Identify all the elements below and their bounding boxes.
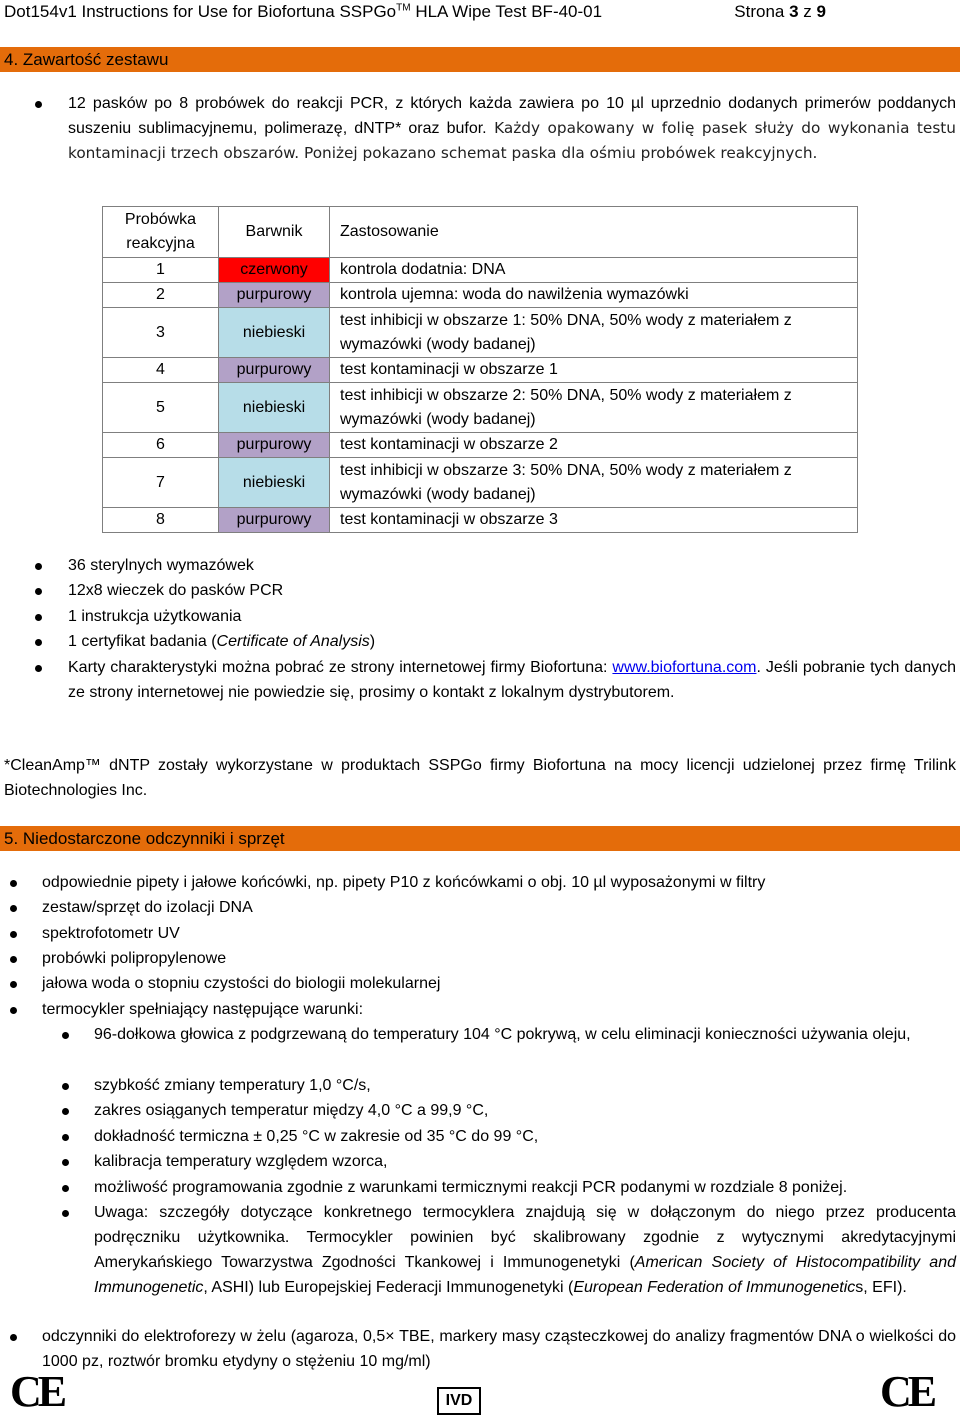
use-cell: test inhibicji w obszarze 3: 50% DNA, 50% wody z materiałem z wymazówki (wody badanej) [330, 458, 858, 508]
list-item: odpowiednie pipety i jałowe końcówki, np. pipety P10 z końcówkami o obj. 10 µl wyposażonymi w filtry [0, 870, 960, 895]
dye-cell: purpurowy [219, 433, 330, 458]
footnote: *CleanAmp™ dNTP zostały wykorzystane w produktach SSPGo firmy Biofortuna na mocy licencji udzielonej przez firmę Trilink Biotechnologies Inc. [4, 757, 956, 799]
list-item: zestaw/sprzęt do izolacji DNA [0, 895, 960, 920]
list-item: 1 certyfikat badania (Certificate of Analysis) [0, 629, 960, 654]
tube-number: 6 [103, 433, 219, 458]
list-item: 12x8 wieczek do pasków PCR [0, 578, 960, 603]
tube-number: 5 [103, 383, 219, 433]
dye-cell: czerwony [219, 258, 330, 283]
use-cell: test inhibicji w obszarze 2: 50% DNA, 50% wody z materiałem z wymazówki (wody badanej) [330, 383, 858, 433]
tube-number: 4 [103, 358, 219, 383]
intro-text-2: Każdy opakowany w folię pasek służy do wykonania testu kontaminacji trzech obszarów. Poniżej pokazano schemat paska dla ośmiu probówek reakcyjnych. [68, 119, 956, 162]
dye-cell: purpurowy [219, 508, 330, 533]
tube-number: 7 [103, 458, 219, 508]
tube-table [102, 206, 858, 533]
sub-list-item: zakres osiąganych temperatur między 4,0 °C a 99,9 °C, [0, 1098, 960, 1123]
dye-cell: niebieski [219, 383, 330, 433]
col-header-dye: Barwnik [219, 207, 330, 258]
tube-number: 8 [103, 508, 219, 533]
ce-mark-icon-right: CE [880, 1367, 934, 1416]
sub-list-item: możliwość programowania zgodnie z warunkami termicznymi reakcji PCR podanymi w rozdziale 8 poniżej. [0, 1175, 960, 1200]
page-header [4, 2, 826, 24]
list-item: 36 sterylnych wymazówek [0, 553, 960, 578]
sub-list-item: kalibracja temperatury względem wzorca, [0, 1149, 960, 1174]
list-item: 1 instrukcja użytkowania [0, 604, 960, 629]
list-item: odczynniki do elektroforezy w żelu (agaroza, 0,5× TBE, markery masy cząsteczkowej do analizy fragmentów DNA o wielkości do 1000 pz, roztwór bromku etydyny o stężeniu 10 mg/ml) [0, 1324, 960, 1374]
tube-number: 1 [103, 258, 219, 283]
tube-number: 2 [103, 283, 219, 308]
list-item: Karty charakterystyki można pobrać ze strony internetowej firmy Biofortuna: www.biofortuna.com. Jeśli pobranie tych danych ze strony internetowej nie powiedzie się, prosimy o kontakt z lokalnym dystrybutorem. [0, 655, 960, 730]
document-title: Dot154v1 Instructions for Use for Biofortuna SSPGo™ HLA Wipe Test BF-40-01 [4, 2, 603, 21]
col-header-use: Zastosowanie [330, 207, 858, 258]
use-cell: test inhibicji w obszarze 1: 50% DNA, 50% wody z materiałem z wymazówki (wody badanej) [330, 308, 858, 358]
ivd-mark-icon: IVD [437, 1387, 481, 1415]
use-cell: test kontaminacji w obszarze 2 [330, 433, 858, 458]
intro-text: 12 pasków po 8 probówek do reakcji PCR, z których każda zawiera po 10 µl uprzednio dodanych primerów poddanych suszeniu sublimacyjnemu, polimerazę, dNTP* oraz bufor. [68, 95, 956, 137]
page-number: Strona 3 z 9 [734, 2, 826, 21]
list-item: jałowa woda o stopniu czystości do biologii molekularnej [0, 971, 960, 996]
section-5-heading: 5. Niedostarczone odczynniki i sprzęt [0, 826, 960, 851]
list-item: termocykler spełniający następujące warunki: [0, 997, 960, 1022]
use-cell: test kontaminacji w obszarze 1 [330, 358, 858, 383]
dye-cell: purpurowy [219, 358, 330, 383]
sub-list-item: szybkość zmiany temperatury 1,0 °C/s, [0, 1073, 960, 1098]
col-header-tube: Probówka reakcyjna [103, 207, 219, 258]
sub-list-item: Uwaga: szczegóły dotyczące konkretnego termocyklera znajdują się w dołączonym do niego przez producenta podręczniku użytkownika. Termocykler powinien być skalibrowany zgodnie z wytycznymi akredytacyjnymi Amerykańskiego Towarzystwa Zgodności Tkankowej i Immunogenetyki (American Society of Histocompatibility and Immunogenetic, ASHI) lub Europejskiej Federacji Immunogenetyki (European Federation of Immunogenetics, EFI). [0, 1200, 960, 1325]
use-cell: kontrola dodatnia: DNA [330, 258, 858, 283]
dye-cell: purpurowy [219, 283, 330, 308]
sub-list-item: dokładność termiczna ± 0,25 °C w zakresie od 35 °C do 99 °C, [0, 1124, 960, 1149]
list-item: spektrofotometr UV [0, 921, 960, 946]
dye-cell: niebieski [219, 308, 330, 358]
use-cell: kontrola ujemna: woda do nawilżenia wymazówki [330, 283, 858, 308]
list-item: probówki polipropylenowe [0, 946, 960, 971]
section-4-heading: 4. Zawartość zestawu [0, 47, 960, 72]
list-item [0, 91, 960, 191]
dye-cell: niebieski [219, 458, 330, 508]
ce-mark-icon: CE [10, 1367, 64, 1416]
sub-list-item: 96-dołkowa głowica z podgrzewaną do temperatury 104 °C pokrywą, w celu eliminacji konieczności używania oleju, [0, 1022, 960, 1072]
biofortuna-link[interactable]: www.biofortuna.com [612, 659, 757, 676]
tube-number: 3 [103, 308, 219, 358]
use-cell: test kontaminacji w obszarze 3 [330, 508, 858, 533]
